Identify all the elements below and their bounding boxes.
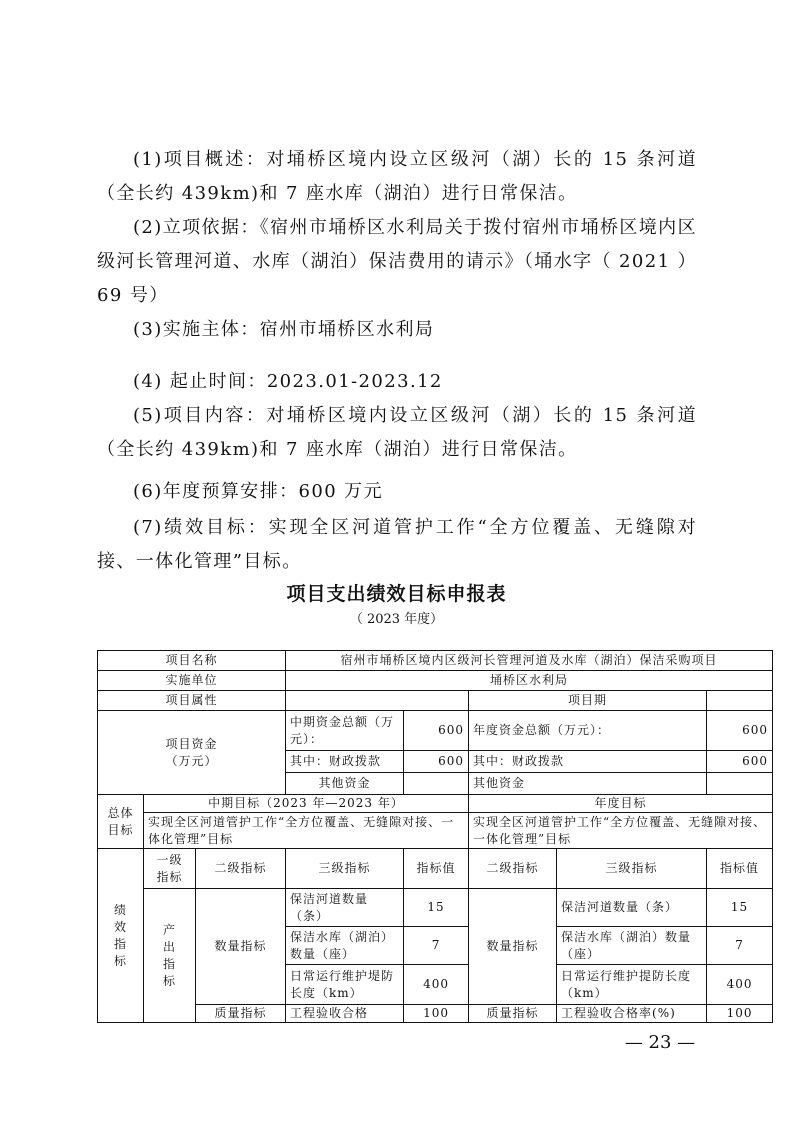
indicator-name: 保洁河道数量（条）: [286, 889, 404, 927]
annual-total-value: 600: [707, 711, 773, 751]
quality-indicator-name-right: 工程验收合格率(%): [557, 1005, 707, 1023]
implementer-value: 埇桥区水利局: [286, 671, 773, 691]
indicator-name-right: 保洁河道数量（条）: [557, 889, 707, 927]
indicator-value: 15: [404, 889, 469, 927]
indicator-name: 日常运行维护堤防长度（km）: [286, 965, 404, 1005]
value-header-right: 指标值: [707, 849, 773, 889]
indicator-value-right: 7: [707, 927, 773, 965]
other-funds-label: 其他资金: [286, 773, 404, 795]
implementer-label: 实施单位: [98, 671, 286, 691]
project-name-label: 项目名称: [98, 651, 286, 671]
paragraph-content: (5)项目内容：对埇桥区境内设立区级河（湖）长的 15 条河道（全长约 439km)和 7 座水库（湖泊）进行日常保洁。: [97, 405, 697, 460]
midterm-total-value: 600: [404, 711, 469, 751]
midterm-goal-header: 中期目标（2023 年—2023 年）: [144, 795, 469, 813]
quantity-indicator-label: 数量指标: [196, 889, 286, 1005]
fiscal-mid-value: 600: [404, 751, 469, 773]
level1-header: 一级 指标: [144, 849, 196, 889]
paragraph-period: (4) 起止时间：2023.01-2023.12: [133, 371, 443, 392]
level3-header: 三级指标: [286, 849, 404, 889]
other-funds-annual-label: 其他资金: [469, 773, 707, 795]
midterm-total-label: 中期资金总额（万元）：: [286, 711, 404, 751]
other-funds-annual-value: [707, 773, 773, 795]
indicator-value-right: 15: [707, 889, 773, 927]
indicator-name-right: 日常运行维护提防长度（km）: [557, 965, 707, 1005]
attribute-label: 项目属性: [98, 691, 286, 711]
quality-indicator-value: 100: [404, 1005, 469, 1023]
indicator-name-right: 保洁水库（湖泊）数量（座）: [557, 927, 707, 965]
indicator-name: 保洁水库（湖泊）数量（座）: [286, 927, 404, 965]
annual-goal-header: 年度目标: [469, 795, 773, 813]
paragraph-basis: (2)立项依据：《宿州市埇桥区水利局关于拨付宿州市埇桥区境内区级河长管理河道、水库（湖泊）保洁费用的请示》（埇水字（ 2021 ）69 号）: [97, 217, 697, 306]
other-funds-value: [404, 773, 469, 795]
output-indicator-label: 产 出 指 标: [144, 889, 196, 1023]
table-title: 项目支出绩效目标申报表: [286, 583, 507, 605]
fiscal-annual-label: 其中：财政拨款: [469, 751, 707, 773]
paragraph-goal: (7)绩效目标：实现全区河道管护工作“全方位覆盖、无缝隙对接、一体化管理”目标。: [97, 517, 697, 572]
performance-indicator-label: 绩 效 指 标: [98, 849, 144, 1023]
attribute-value: [286, 691, 469, 711]
annual-goal-text: 实现全区河道管护工作“全方位覆盖、无缝隙对接、一体化管理”目标: [469, 813, 773, 849]
quality-indicator-name: 工程验收合格: [286, 1005, 404, 1023]
quality-indicator-value-right: 100: [707, 1005, 773, 1023]
indicator-value: 7: [404, 927, 469, 965]
paragraph-overview: (1)项目概述：对埇桥区境内设立区级河（湖）长的 15 条河道（全长约 439km)和 7 座水库（湖泊）进行日常保洁。: [97, 149, 697, 204]
annual-total-label: 年度资金总额（万元）：: [469, 711, 707, 751]
paragraph-implementer: (3)实施主体：宿州市埇桥区水利局: [133, 319, 435, 340]
quality-indicator-label-right: 质量指标: [469, 1005, 557, 1023]
midterm-goal-text: 实现全区河道管护工作“全方位覆盖、无缝隙对接、一体化管理”目标: [144, 813, 469, 849]
quantity-indicator-label-right: 数量指标: [469, 889, 557, 1005]
fiscal-annual-value: 600: [707, 751, 773, 773]
overall-goal-label: 总体 目标: [98, 795, 144, 849]
indicator-value: 400: [404, 965, 469, 1005]
paragraph-budget: (6)年度预算安排：600 万元: [133, 481, 383, 502]
funds-label: 项目资金 （万元）: [98, 711, 286, 795]
quality-indicator-label: 质量指标: [196, 1005, 286, 1023]
level2-header-right: 二级指标: [469, 849, 557, 889]
performance-target-table: [97, 650, 773, 1023]
page-number: — 23 —: [624, 1032, 696, 1053]
project-name-value: 宿州市埇桥区境内区级河长管理河道及水库（湖泊）保洁采购项目: [286, 651, 773, 671]
fiscal-mid-label: 其中：财政拨款: [286, 751, 404, 773]
period-label: 项目期: [469, 691, 707, 711]
table-subtitle: （ 2023 年度）: [349, 612, 444, 627]
indicator-value-right: 400: [707, 965, 773, 1005]
value-header: 指标值: [404, 849, 469, 889]
level3-header-right: 三级指标: [557, 849, 707, 889]
level2-header: 二级指标: [196, 849, 286, 889]
period-value: [707, 691, 773, 711]
